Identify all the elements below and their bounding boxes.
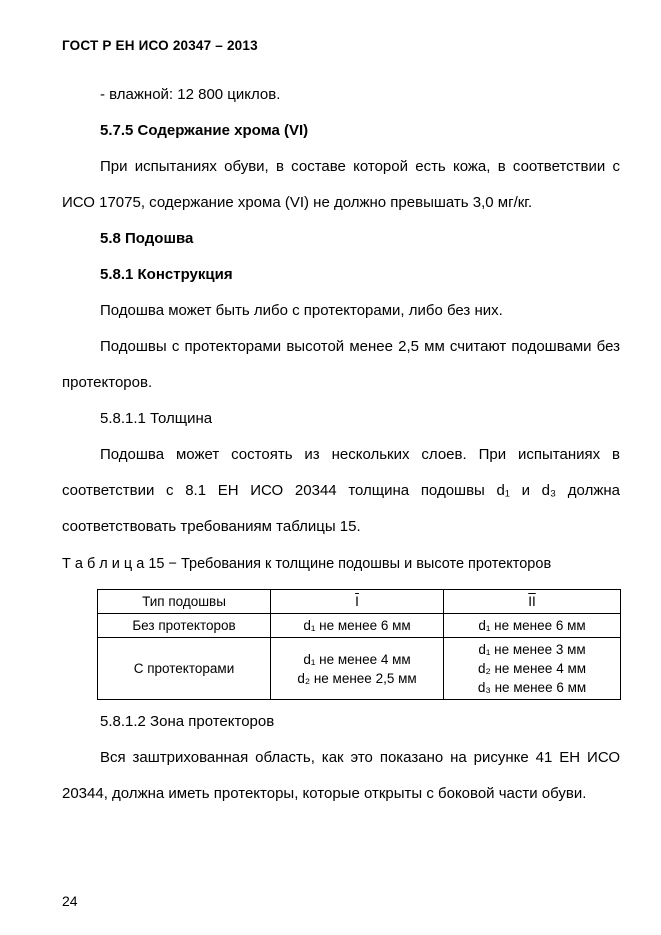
table-header-row	[98, 590, 621, 614]
cell-class-1-requirement: d₁ не менее 4 мм d₂ не менее 2,5 мм	[271, 638, 444, 700]
cell-class-2-requirement: d₁ не менее 3 мм d₂ не менее 4 мм d₃ не менее 6 мм	[444, 638, 621, 700]
paragraph-sole-types: Подошва может быть либо с протекторами, либо без них.	[100, 302, 503, 319]
table-15-sole-requirements	[97, 589, 621, 700]
paragraph-wet-cycles: - влажной: 12 800 циклов.	[100, 86, 281, 103]
column-header-class-2-label: $\overline{II}$	[528, 594, 536, 609]
heading-5-7-5: 5.7.5 Содержание хрома (VI)	[100, 122, 309, 139]
paragraph-thickness: Подошва может состоять из нескольких слоев. При испытаниях в соответствии с 8.1 ЕН ИСО 20344 толщина подошвы d₁ и d₃ должна соответствовать требованиям таблицы 15.	[62, 446, 620, 535]
column-header-class-1-label: $\overline{I}$	[355, 594, 359, 609]
cell-class-1-requirement: d₁ не менее 6 мм	[271, 614, 444, 638]
heading-5-8-1: 5.8.1 Конструкция	[100, 266, 233, 283]
document-header: ГОСТ Р ЕН ИСО 20347 – 2013	[62, 38, 258, 53]
heading-5-8: 5.8 Подошва	[100, 230, 194, 247]
cell-sole-type: Без протекторов	[98, 614, 271, 638]
paragraph-cleat-height: Подошвы с протекторами высотой менее 2,5 мм считают подошвами без протекторов.	[62, 338, 620, 391]
column-header-class-2	[444, 590, 621, 614]
table-row	[98, 614, 621, 638]
paragraph-chromium: При испытаниях обуви, в составе которой есть кожа, в соответствии с ИСО 17075, содержание хрома (VI) не должно превышать 3,0 мг/кг.	[62, 158, 620, 211]
heading-5-8-1-1: 5.8.1.1 Толщина	[100, 410, 213, 427]
column-header-sole-type-label: Тип подошвы	[142, 594, 226, 609]
page-number: 24	[62, 893, 78, 909]
table-row	[98, 638, 621, 700]
column-header-sole-type	[98, 590, 271, 614]
heading-5-8-1-2: 5.8.1.2 Зона протекторов	[100, 713, 275, 730]
document-body	[62, 77, 620, 812]
paragraph-cleated-area: Вся заштрихованная область, как это показано на рисунке 41 ЕН ИСО 20344, должна иметь протекторы, которые открыты с боковой части обуви.	[62, 749, 620, 802]
column-header-class-1	[271, 590, 444, 614]
cell-class-2-requirement: d₁ не менее 6 мм	[444, 614, 621, 638]
table-caption: Т а б л и ц а 15 − Требования к толщине подошвы и высоте протекторов	[62, 556, 552, 572]
cell-sole-type: С протекторами	[98, 638, 271, 700]
